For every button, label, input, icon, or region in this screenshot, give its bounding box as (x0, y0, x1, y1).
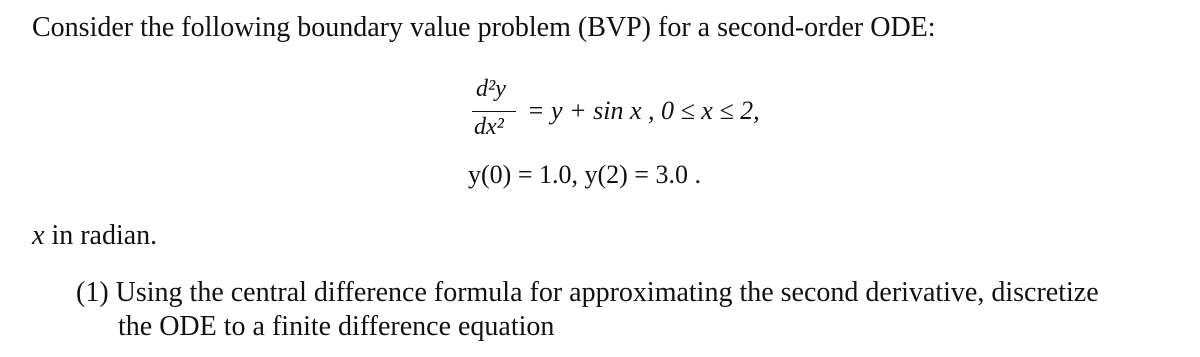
second-derivative-fraction (468, 76, 524, 148)
question-1-line-1: (1) Using the central difference formula for approximating the second derivative, discretize (76, 277, 1099, 308)
equation-rhs: = y + sin x , 0 ≤ x ≤ 2, (527, 96, 760, 125)
radian-note (32, 220, 157, 252)
question-1-line-2: the ODE to a finite difference equation (118, 311, 555, 342)
note-variable: x (32, 220, 45, 251)
intro-text: Consider the following boundary value problem (BVP) for a second-order ODE: (32, 12, 936, 43)
fraction-numerator: d²y (476, 76, 506, 102)
boundary-conditions: y(0) = 1.0, y(2) = 3.0 . (468, 160, 701, 189)
fraction-denominator: dx² (474, 114, 504, 140)
fraction-bar (472, 111, 516, 112)
note-text: in radian. (44, 220, 158, 251)
